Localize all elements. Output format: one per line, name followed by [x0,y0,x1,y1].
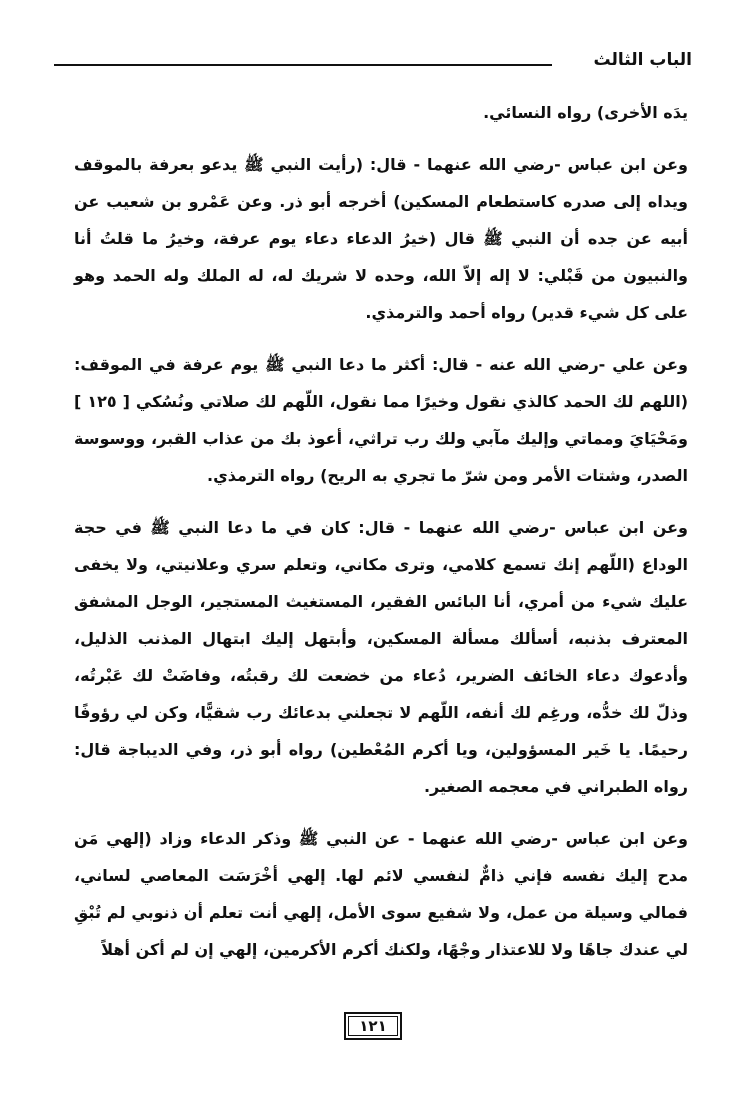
page-number: ١٢١ [348,1016,398,1036]
paragraph-4: وعن ابن عباس -رضي الله عنهما - قال: كان في ما دعا النبي ﷺ في حجة الوداع (اللّهم إنك تسمع كلامي، وترى مكاني، وتعلم سري وعلانيتي، ولا يخفى عليك شيء من أمري، أنا البائس الفقير، المستغيث المستجير، الوجل المشفق المعترف بذنبه، أسألك مسألة المسكين، وأبتهل إليك ابتهال المذنب الذليل، وأدعوك دعاء الخائف الضرير، دُعاء من خضعت لك رقبتُه، وفاضَتْ لك عَبْرتُه، وذلّ لك خدُّه، ورغِم لك أنفه، اللّهم لا تجعلني بدعائك رب شقيًّا، وكن لي رؤوفًا رحيمًا. يا خَير المسؤولين، ويا أكرم المُعْطين) رواه أبو ذر، وفي الديباجة قال: رواه الطبراني في معجمه الصغير. [74,518,688,796]
page-number-frame [344,1012,402,1040]
page-header [54,46,692,76]
chapter-title: الباب الثالث [593,50,692,70]
paragraph-5: وعن ابن عباس -رضي الله عنهما - عن النبي ﷺ وذكر الدعاء وزاد (إلهي مَن مدح إليك نفسه فإني ذامٌّ لنفسي لائم لها. إلهي أخْرَسَت المعاصي لساني، فمالي وسيلة من عمل، ولا شفيع سوى الأمل، إلهي أنت تعلم أن ذنوبي لم تُبْقِ لي عندك جاهًا ولا للاعتذار وجْهًا، ولكنك أكرم الأكرمين، إلهي إن لم أكن أهلاً [74,829,688,959]
page-body [74,94,688,983]
paragraph-2: وعن ابن عباس -رضي الله عنهما - قال: (رأيت النبي ﷺ يدعو بعرفة بالموقف ويداه إلى صدره كاستطعام المسكين) أخرجه أبو ذر. وعن عَمْرو بن شعيب عن أبيه عن جده أن النبي ﷺ قال (خيرُ الدعاء دعاء يوم عرفة، وخيرُ ما قلتُ أنا والنبيون من قَبْلي: لا إله إلاّ الله، وحده لا شريك له، له الملك وله الحمد وهو على كل شيء قدير) رواه أحمد والترمذي. [74,155,688,322]
paragraph-3: وعن علي -رضي الله عنه - قال: أكثر ما دعا النبي ﷺ يوم عرفة في الموقف: (اللهم لك الحمد كالذي نقول وخيرًا مما نقول، اللّهم لك صلاتي ونُسُكي [ ١٢٥ ] ومَحْيَايَ ومماتي وإليك مآبي ولك رب تراثي، أعوذ بك من عذاب القبر، ووسوسة الصدر، وشتات الأمر ومن شرّ ما تجري به الريح) رواه الترمذي. [74,355,688,485]
paragraph-1: يدَه الأخرى) رواه النسائي. [483,103,688,122]
header-rule [54,64,552,66]
